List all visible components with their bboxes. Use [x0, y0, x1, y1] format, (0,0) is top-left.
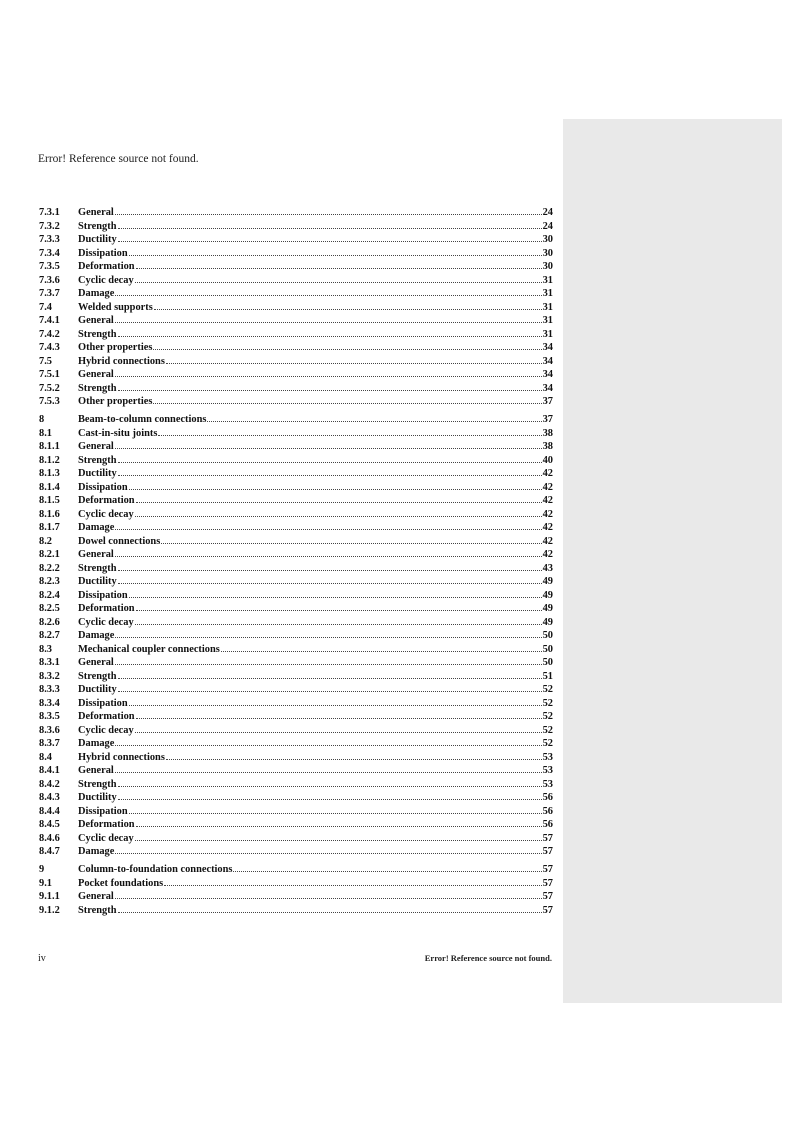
toc-entry-number: 8.1	[39, 427, 52, 439]
toc-entry-number: 8.2.4	[39, 589, 60, 601]
toc-entry-number: 8.3.7	[39, 738, 60, 749]
toc-entry-number: 8.1.5	[39, 495, 60, 506]
toc-entry-title: Damage	[78, 846, 115, 857]
toc-entry-title: General	[78, 315, 114, 326]
toc-entry-page: 57	[542, 904, 553, 916]
toc-entry[interactable]	[39, 467, 553, 481]
toc-dot-leader	[115, 637, 541, 638]
toc-entry-number: 8.1.6	[39, 508, 60, 520]
toc-entry-title: Cyclic decay	[78, 274, 134, 286]
toc-dot-leader	[136, 502, 542, 503]
toc-dot-leader	[135, 624, 542, 625]
toc-dot-leader	[115, 214, 542, 215]
toc-entry-page: 37	[542, 414, 553, 425]
toc-entry-page: 57	[542, 846, 553, 857]
toc-dot-leader	[118, 570, 542, 571]
toc-entry-page: 52	[542, 697, 553, 709]
toc-entry[interactable]	[39, 233, 553, 247]
toc-entry-number: 8.4.7	[39, 846, 60, 857]
toc-entry[interactable]	[39, 508, 553, 522]
toc-entry-number: 8.2.6	[39, 616, 60, 628]
toc-entry-number: 8.2.5	[39, 603, 60, 614]
toc-dot-leader	[115, 772, 542, 773]
toc-entry[interactable]	[39, 683, 553, 697]
toc-dot-leader	[115, 556, 542, 557]
toc-entry[interactable]	[39, 481, 553, 495]
toc-entry-number: 8	[39, 414, 45, 425]
table-of-contents	[39, 206, 553, 917]
toc-entry-page: 49	[542, 576, 553, 587]
toc-dot-leader	[118, 786, 542, 787]
toc-entry-page: 40	[542, 454, 553, 466]
toc-entry-page: 34	[542, 369, 553, 380]
toc-entry[interactable]	[39, 818, 553, 832]
toc-entry[interactable]	[39, 382, 553, 396]
toc-entry-number: 7.5.2	[39, 382, 60, 394]
toc-entry-page: 57	[542, 891, 553, 902]
toc-entry[interactable]	[39, 575, 553, 589]
toc-entry-number: 8.3.3	[39, 684, 60, 695]
toc-entry[interactable]	[39, 764, 553, 778]
toc-entry[interactable]	[39, 904, 553, 918]
toc-dot-leader	[135, 516, 542, 517]
toc-entry-number: 8.1.2	[39, 454, 60, 466]
toc-entry-page: 51	[542, 670, 553, 682]
toc-entry[interactable]	[39, 521, 553, 535]
toc-dot-leader	[118, 799, 542, 800]
toc-entry-page: 52	[542, 684, 553, 695]
toc-entry-number: 9.1.1	[39, 891, 60, 902]
toc-entry[interactable]	[39, 328, 553, 342]
toc-entry-title: Strength	[78, 670, 117, 682]
footer-reference-text: Error! Reference source not found.	[424, 953, 552, 963]
toc-entry-page: 49	[542, 589, 553, 601]
toc-entry-number: 8.2.3	[39, 576, 60, 587]
toc-entry-number: 7.5.1	[39, 369, 60, 380]
toc-entry-page: 57	[542, 832, 553, 844]
toc-entry-page: 53	[542, 778, 553, 790]
toc-entry[interactable]	[39, 710, 553, 724]
toc-entry-page: 56	[542, 792, 553, 803]
toc-entry-title: Ductility	[78, 792, 117, 803]
toc-entry-number: 8.4.3	[39, 792, 60, 803]
toc-entry-page: 52	[542, 738, 553, 749]
toc-entry-number: 8.1.4	[39, 481, 60, 493]
toc-entry[interactable]	[39, 206, 553, 220]
toc-entry-title: Other properties	[78, 396, 153, 407]
toc-dot-leader	[115, 322, 542, 323]
toc-entry[interactable]	[39, 220, 553, 234]
toc-dot-leader	[135, 732, 542, 733]
toc-entry[interactable]	[39, 602, 553, 616]
toc-entry[interactable]	[39, 368, 553, 382]
toc-dot-leader	[115, 853, 541, 854]
toc-dot-leader	[153, 403, 541, 404]
toc-entry[interactable]	[39, 341, 553, 355]
toc-entry-number: 8.4	[39, 751, 52, 763]
toc-entry[interactable]	[39, 440, 553, 454]
toc-entry-title: Cyclic decay	[78, 616, 134, 628]
toc-entry-title: Mechanical coupler connections	[78, 643, 220, 655]
toc-entry-title: Strength	[78, 454, 117, 466]
toc-entry[interactable]	[39, 548, 553, 562]
toc-entry-page: 34	[542, 355, 553, 367]
toc-dot-leader	[136, 826, 542, 827]
toc-entry-title: Damage	[78, 630, 115, 641]
toc-entry-page: 53	[542, 765, 553, 776]
toc-entry[interactable]	[39, 845, 553, 859]
toc-entry-title: Damage	[78, 738, 115, 749]
toc-dot-leader	[136, 610, 542, 611]
toc-entry[interactable]	[39, 832, 553, 846]
toc-entry-title: Deformation	[78, 819, 135, 830]
toc-entry-title: Strength	[78, 778, 117, 790]
toc-entry[interactable]	[39, 805, 553, 819]
toc-dot-leader	[164, 885, 541, 886]
toc-entry[interactable]	[39, 863, 553, 877]
toc-entry[interactable]	[39, 643, 553, 657]
toc-entry-title: General	[78, 657, 114, 668]
toc-dot-leader	[118, 475, 542, 476]
toc-entry[interactable]	[39, 260, 553, 274]
toc-entry-page: 56	[542, 805, 553, 817]
toc-entry-title: Ductility	[78, 684, 117, 695]
toc-dot-leader	[118, 390, 542, 391]
toc-entry-title: Ductility	[78, 576, 117, 587]
toc-dot-leader	[118, 241, 542, 242]
toc-entry-number: 7.3.7	[39, 288, 60, 299]
toc-entry-page: 52	[542, 724, 553, 736]
toc-entry-number: 8.3.2	[39, 670, 60, 682]
toc-dot-leader	[233, 871, 541, 872]
toc-entry-page: 52	[542, 711, 553, 722]
toc-entry-page: 42	[542, 495, 553, 506]
toc-entry[interactable]	[39, 535, 553, 549]
toc-entry-number: 9.1	[39, 877, 52, 889]
toc-entry[interactable]	[39, 247, 553, 261]
toc-entry-page: 50	[542, 630, 553, 641]
toc-entry-page: 34	[542, 382, 553, 394]
toc-entry-title: General	[78, 549, 114, 560]
toc-entry-number: 9	[39, 864, 45, 875]
toc-dot-leader	[129, 705, 542, 706]
toc-entry-title: Damage	[78, 288, 115, 299]
toc-entry-title: Cyclic decay	[78, 832, 134, 844]
toc-entry-number: 7.4.2	[39, 328, 60, 340]
toc-entry[interactable]	[39, 589, 553, 603]
toc-entry-page: 31	[542, 274, 553, 286]
toc-entry[interactable]	[39, 355, 553, 369]
toc-entry-number: 8.2	[39, 535, 52, 547]
toc-dot-leader	[118, 228, 542, 229]
toc-entry-title: Strength	[78, 382, 117, 394]
toc-entry-number: 7.3.5	[39, 261, 60, 272]
toc-dot-leader	[115, 295, 541, 296]
toc-entry-number: 8.2.1	[39, 549, 60, 560]
toc-entry-title: General	[78, 369, 114, 380]
toc-entry-title: Strength	[78, 562, 117, 574]
toc-dot-leader	[118, 691, 542, 692]
toc-entry[interactable]	[39, 427, 553, 441]
toc-dot-leader	[129, 489, 542, 490]
toc-entry-number: 7.4.1	[39, 315, 60, 326]
toc-dot-leader	[118, 462, 542, 463]
toc-dot-leader	[166, 363, 542, 364]
toc-entry-title: Ductility	[78, 468, 117, 479]
toc-dot-leader	[166, 759, 542, 760]
toc-dot-leader	[115, 448, 542, 449]
toc-entry-number: 8.1.3	[39, 468, 60, 479]
toc-entry-number: 9.1.2	[39, 904, 60, 916]
toc-entry-title: Ductility	[78, 234, 117, 245]
toc-entry-page: 42	[542, 535, 553, 547]
toc-entry-page: 57	[542, 877, 553, 889]
toc-entry-title: Cyclic decay	[78, 508, 134, 520]
toc-entry[interactable]	[39, 395, 553, 409]
toc-entry[interactable]	[39, 454, 553, 468]
toc-dot-leader	[158, 435, 541, 436]
toc-entry[interactable]	[39, 791, 553, 805]
toc-dot-leader	[118, 336, 542, 337]
toc-entry-page: 31	[542, 328, 553, 340]
toc-entry-number: 8.1.7	[39, 522, 60, 533]
toc-entry-title: Deformation	[78, 711, 135, 722]
toc-entry-page: 24	[542, 220, 553, 232]
toc-entry[interactable]	[39, 751, 553, 765]
toc-entry[interactable]	[39, 629, 553, 643]
toc-dot-leader	[129, 597, 542, 598]
toc-entry-page: 43	[542, 562, 553, 574]
toc-entry-title: Strength	[78, 904, 117, 916]
toc-entry[interactable]	[39, 494, 553, 508]
toc-entry-number: 8.4.4	[39, 805, 60, 817]
toc-entry-page: 50	[542, 657, 553, 668]
toc-entry[interactable]	[39, 697, 553, 711]
toc-entry-page: 42	[542, 549, 553, 560]
toc-entry-title: Cyclic decay	[78, 724, 134, 736]
toc-entry-page: 49	[542, 603, 553, 614]
toc-entry-number: 8.4.5	[39, 819, 60, 830]
toc-entry-title: Pocket foundations	[78, 877, 164, 889]
toc-dot-leader	[207, 421, 541, 422]
toc-entry-page: 57	[542, 864, 553, 875]
toc-dot-leader	[153, 349, 541, 350]
toc-entry-title: Dissipation	[78, 697, 128, 709]
toc-entry-page: 42	[542, 522, 553, 533]
toc-entry-title: Dissipation	[78, 805, 128, 817]
toc-entry[interactable]	[39, 877, 553, 891]
toc-entry-number: 8.1.1	[39, 441, 60, 452]
toc-entry-title: General	[78, 765, 114, 776]
toc-entry-page: 50	[542, 643, 553, 655]
toc-entry-page: 38	[542, 441, 553, 452]
toc-dot-leader	[118, 583, 542, 584]
footer-page-number: iv	[38, 953, 46, 964]
toc-dot-leader	[136, 268, 542, 269]
toc-entry-number: 8.4.2	[39, 778, 60, 790]
toc-dot-leader	[136, 718, 542, 719]
toc-entry-page: 30	[542, 234, 553, 245]
toc-dot-leader	[154, 309, 542, 310]
toc-entry-number: 7.3.4	[39, 247, 60, 259]
toc-entry-number: 7.3.3	[39, 234, 60, 245]
toc-entry-number: 7.5.3	[39, 396, 60, 407]
toc-dot-leader	[118, 912, 542, 913]
toc-entry-number: 8.4.6	[39, 832, 60, 844]
toc-entry-title: Beam-to-column connections	[78, 414, 207, 425]
toc-entry-title: General	[78, 891, 114, 902]
toc-entry[interactable]	[39, 890, 553, 904]
toc-dot-leader	[135, 840, 542, 841]
toc-entry-number: 8.4.1	[39, 765, 60, 776]
toc-entry[interactable]	[39, 314, 553, 328]
toc-entry-page: 56	[542, 819, 553, 830]
toc-dot-leader	[161, 543, 541, 544]
toc-entry-number: 7.3.6	[39, 274, 60, 286]
toc-entry-number: 8.3	[39, 643, 52, 655]
toc-entry-page: 53	[542, 751, 553, 763]
toc-entry-title: Dissipation	[78, 247, 128, 259]
toc-entry-title: General	[78, 207, 114, 218]
toc-entry[interactable]	[39, 274, 553, 288]
toc-entry-number: 7.4	[39, 301, 52, 313]
toc-dot-leader	[115, 376, 542, 377]
toc-entry-title: Damage	[78, 522, 115, 533]
toc-entry-page: 42	[542, 481, 553, 493]
toc-entry-page: 31	[542, 301, 553, 313]
toc-entry-page: 30	[542, 261, 553, 272]
toc-entry[interactable]	[39, 737, 553, 751]
page-header: Error! Reference source not found.	[38, 153, 199, 165]
toc-entry-number: 8.2.7	[39, 630, 60, 641]
toc-entry-page: 49	[542, 616, 553, 628]
toc-dot-leader	[115, 745, 541, 746]
toc-entry-title: Welded supports	[78, 301, 153, 313]
toc-entry-title: Strength	[78, 328, 117, 340]
toc-entry-page: 24	[542, 207, 553, 218]
toc-entry-title: Column-to-foundation connections	[78, 864, 233, 875]
toc-entry-title: Hybrid connections	[78, 751, 165, 763]
toc-entry-page: 42	[542, 508, 553, 520]
toc-entry[interactable]	[39, 616, 553, 630]
toc-entry[interactable]	[39, 413, 553, 427]
toc-dot-leader	[129, 813, 542, 814]
toc-entry-title: Dowel connections	[78, 535, 161, 547]
toc-entry-number: 7.5	[39, 355, 52, 367]
toc-entry-title: Deformation	[78, 603, 135, 614]
toc-entry-number: 7.4.3	[39, 342, 60, 353]
toc-dot-leader	[115, 898, 542, 899]
toc-entry-number: 8.3.4	[39, 697, 60, 709]
toc-entry-page: 31	[542, 288, 553, 299]
toc-entry-page: 34	[542, 342, 553, 353]
toc-entry-title: Strength	[78, 220, 117, 232]
toc-entry-page: 30	[542, 247, 553, 259]
toc-entry-number: 7.3.1	[39, 207, 60, 218]
toc-entry[interactable]	[39, 287, 553, 301]
toc-entry[interactable]	[39, 656, 553, 670]
toc-dot-leader	[129, 255, 542, 256]
toc-entry[interactable]	[39, 724, 553, 738]
toc-dot-leader	[221, 651, 542, 652]
toc-entry-number: 8.3.5	[39, 711, 60, 722]
toc-entry[interactable]	[39, 562, 553, 576]
toc-entry-title: Dissipation	[78, 481, 128, 493]
toc-entry-number: 8.3.1	[39, 657, 60, 668]
comment-pane	[563, 119, 782, 1003]
toc-dot-leader	[115, 529, 541, 530]
toc-dot-leader	[135, 282, 542, 283]
toc-entry-page: 31	[542, 315, 553, 326]
toc-dot-leader	[115, 664, 542, 665]
toc-entry[interactable]	[39, 778, 553, 792]
toc-entry-title: Hybrid connections	[78, 355, 165, 367]
toc-entry[interactable]	[39, 670, 553, 684]
toc-entry-title: Other properties	[78, 342, 153, 353]
toc-entry-number: 8.2.2	[39, 562, 60, 574]
toc-entry[interactable]	[39, 301, 553, 315]
toc-dot-leader	[118, 678, 542, 679]
toc-entry-title: Cast-in-situ joints	[78, 427, 158, 439]
toc-entry-title: Dissipation	[78, 589, 128, 601]
toc-entry-page: 37	[542, 396, 553, 407]
toc-entry-number: 7.3.2	[39, 220, 60, 232]
toc-entry-title: Deformation	[78, 495, 135, 506]
toc-entry-page: 42	[542, 468, 553, 479]
toc-entry-title: Deformation	[78, 261, 135, 272]
toc-entry-page: 38	[542, 427, 553, 439]
toc-entry-title: General	[78, 441, 114, 452]
toc-entry-number: 8.3.6	[39, 724, 60, 736]
